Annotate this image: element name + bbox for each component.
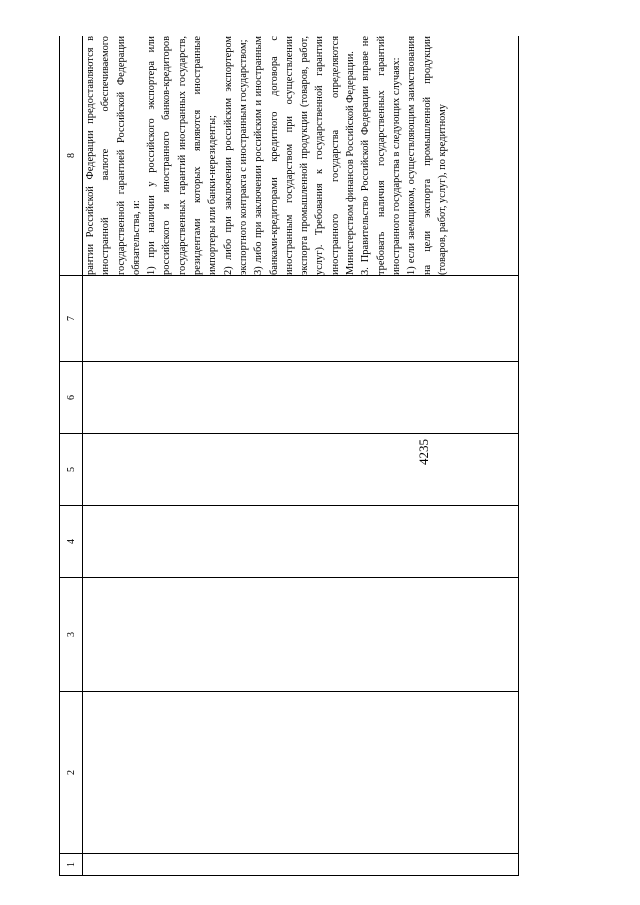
column-number-5: 5 [60,434,83,506]
cell-col-3 [83,578,519,692]
column-number-6: 6 [60,362,83,434]
clause-paragraph: 1) если заемщиком, осуществляющим заимствования на цели экспорта промышленной продукции (товаров, работ, услуг), по кредитному [406,36,448,275]
cell-col-2 [83,692,519,854]
cell-col-8-text [83,36,519,276]
clause-paragraph: 3. Правительство Российской Федерации вправе не требовать наличия государственных гарантий иностранного государства в следующих случаях: [360,36,402,275]
clause-paragraph: 3) либо при заключении российским и иностранным банками-кредиторами кредитного договора с иностранным государством при осуществлении экспорта промышленной продукции (товаров, работ, услуг). Требования к государственной гарантии иностранного государства определяются Министерством финансов Российской Федерации. [253,36,357,275]
column-number-2: 2 [60,692,83,854]
column-number-row [60,36,83,876]
column-number-8: 8 [60,36,83,276]
cell-col-1 [83,854,519,876]
landscape-page [59,36,519,876]
cell-col-7 [83,276,519,362]
column-number-7: 7 [60,276,83,362]
column-number-4: 4 [60,506,83,578]
cell-col-6 [83,362,519,434]
cell-col-5 [83,434,519,506]
law-table [59,36,519,876]
clause-paragraph: 1) при наличии у российского экспортера или российского и иностранного банков-кредиторов государственных гарантий иностранных государств, резидентами которых являются иностранные импортеры или банки-нерезиденты; [146,36,219,275]
column-number-1: 1 [60,854,83,876]
table-body-row [83,36,519,876]
page-number-text: 4235 [416,439,431,465]
column-number-3: 3 [60,578,83,692]
clause-paragraph: 2) либо при заключении российским экспортером экспортного контракта с иностранным государством; [222,36,249,275]
cell-col-4 [83,506,519,578]
clause-paragraph: рантии Российской Федерации предоставляются в иностранной валюте обеспечиваемого государственной гарантией Российской Федерации обязательства, и: [85,36,142,275]
rotated-table-frame [59,36,519,876]
